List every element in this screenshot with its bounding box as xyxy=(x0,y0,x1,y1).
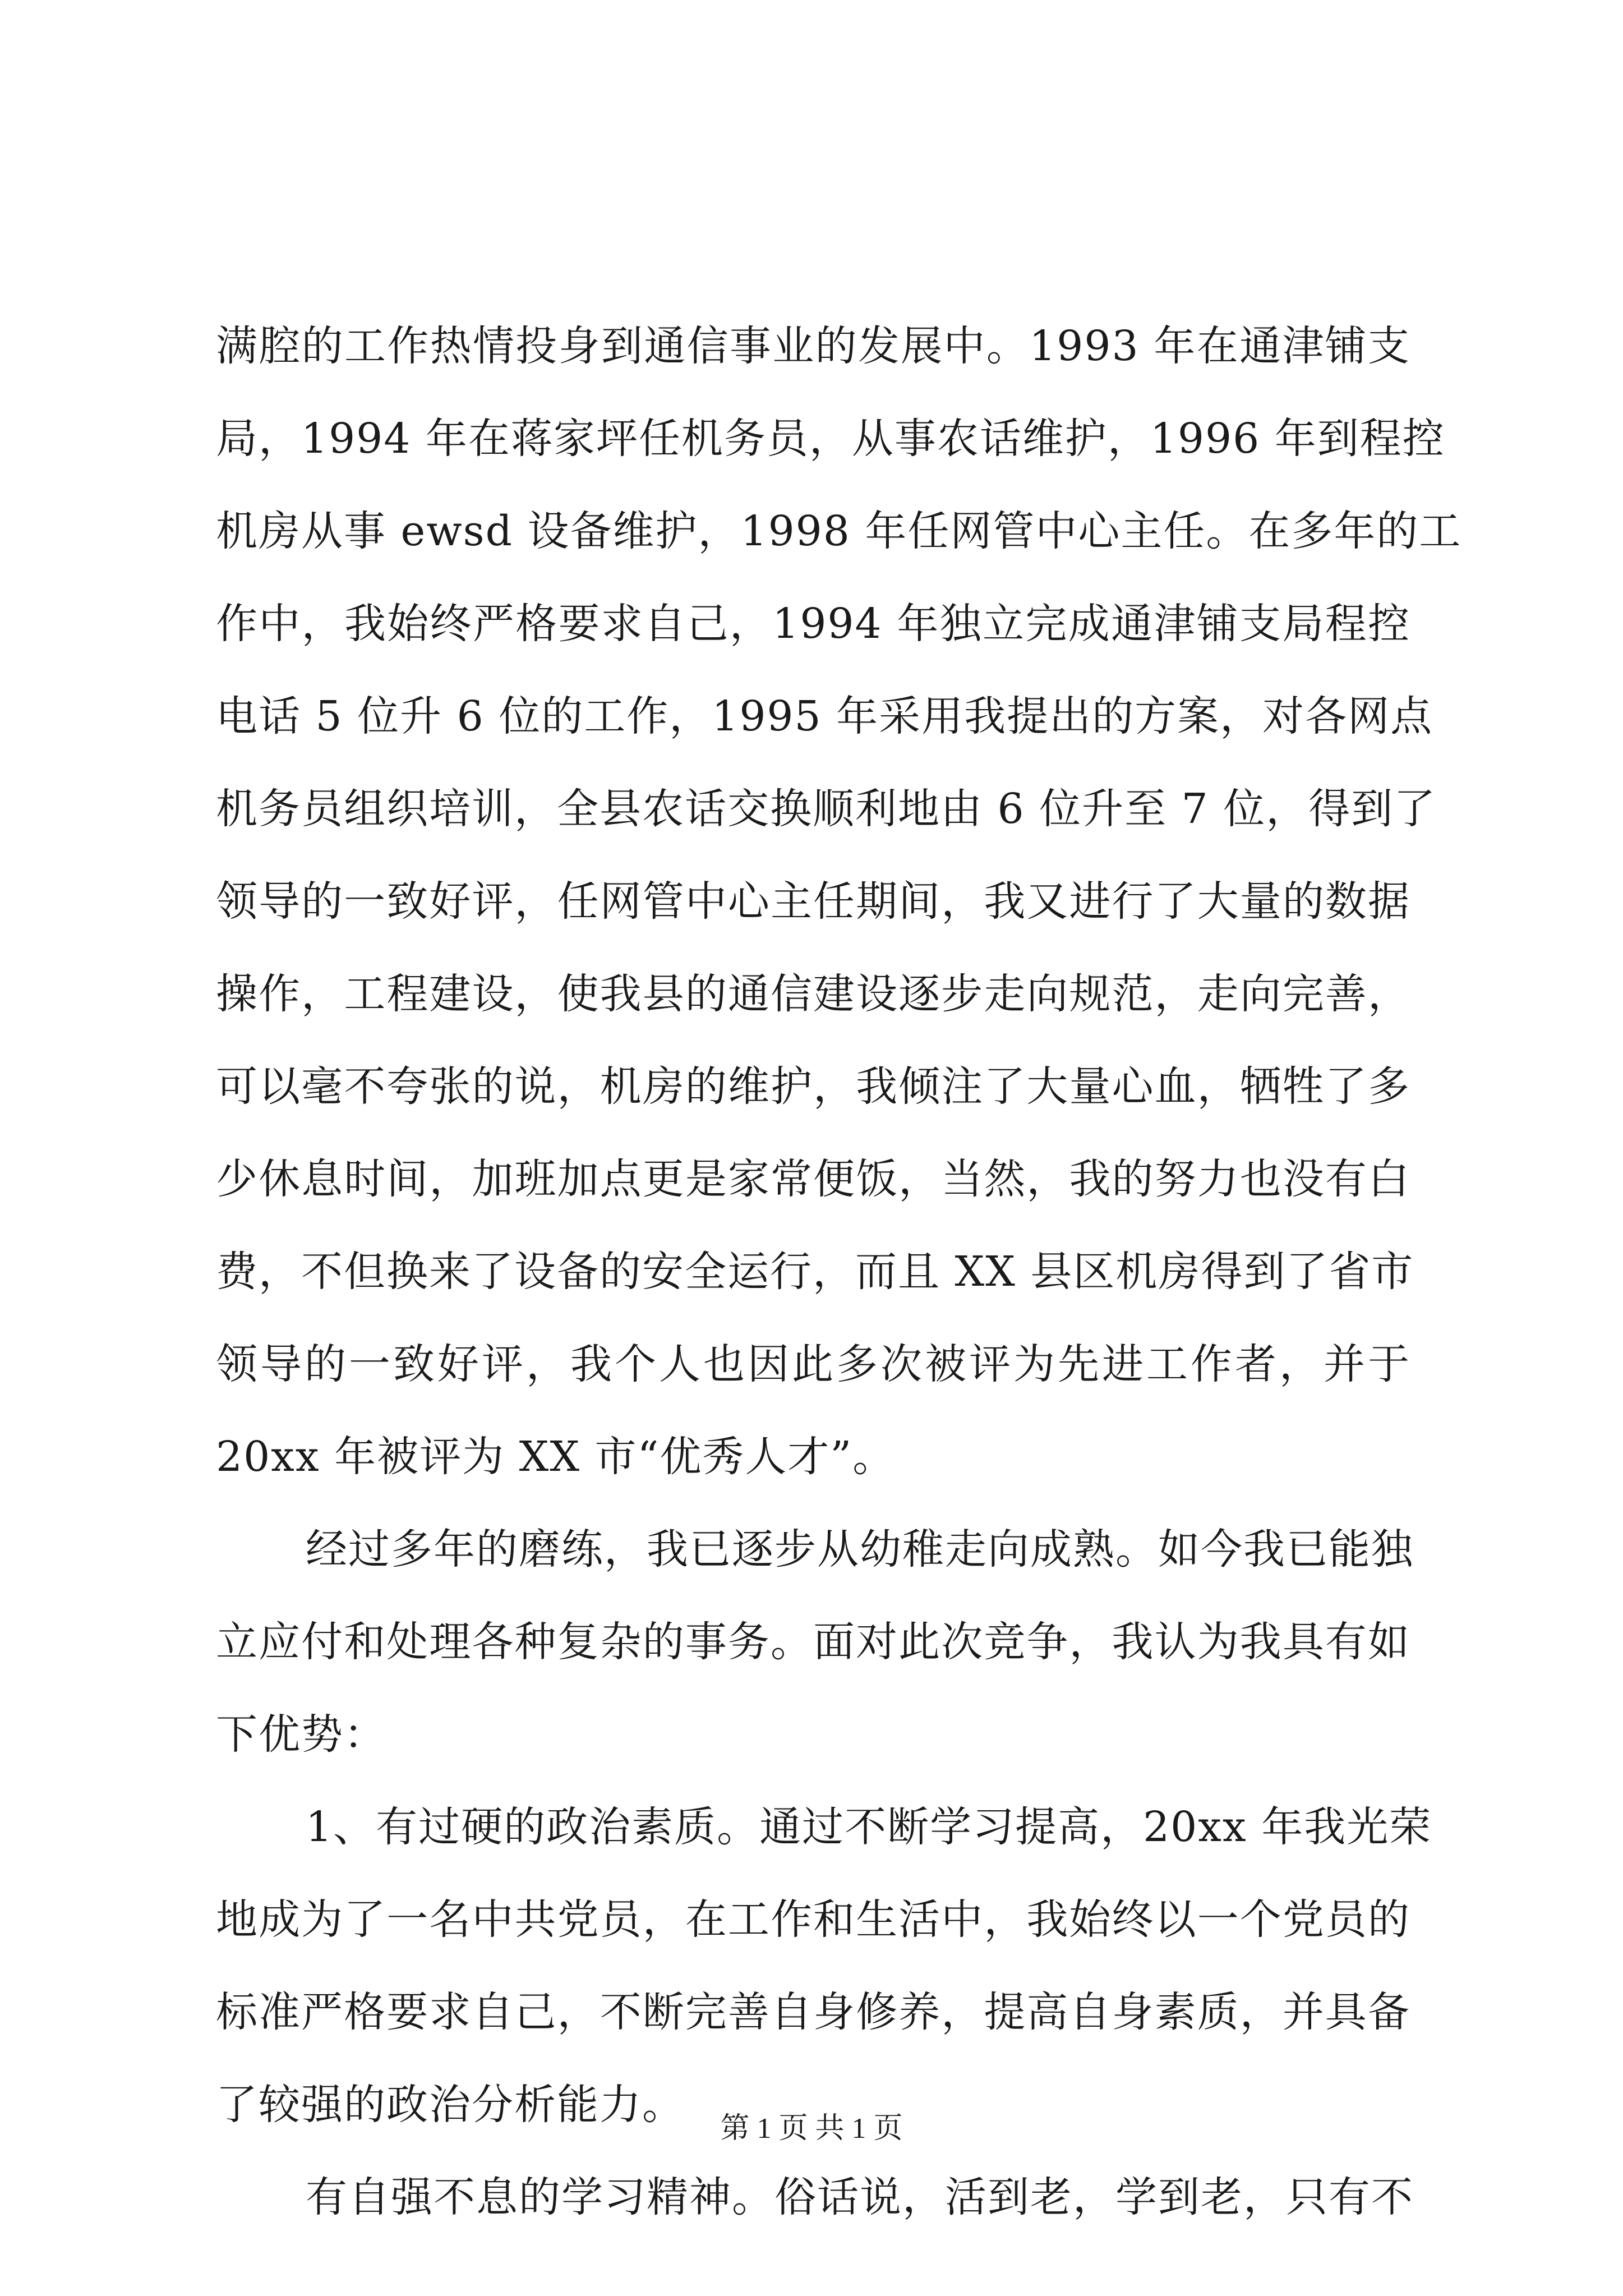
paragraph-3 xyxy=(216,1781,1432,2151)
text-line: 了较强的政治分析能力。 xyxy=(216,2081,685,2129)
paragraph-1 xyxy=(216,300,1462,1503)
text-line: 操作，工程建设，使我县的通信建设逐步走向规范，走向完善， xyxy=(216,970,1410,1018)
text-line: 地成为了一名中共党员，在工作和生活中，我始终以一个党员的 xyxy=(216,1895,1410,1944)
text-line: 下优势： xyxy=(216,1710,386,1759)
text-line: 有自强不息的学习精神。俗话说，活到老，学到老，只有不 xyxy=(306,2173,1414,2221)
text-line: 20xx 年被评为 XX 市“优秀人才”。 xyxy=(216,1433,896,1481)
document-body xyxy=(216,300,1462,2244)
text-line: 标准严格要求自己，不断完善自身修养，提高自身素质，并具备 xyxy=(216,1988,1410,2036)
text-line: 1、有过硬的政治素质。通过不断学习提高，20xx 年我光荣 xyxy=(306,1803,1432,1851)
text-line: 电话 5 位升 6 位的工作，1995 年采用我提出的方案，对各网点 xyxy=(216,692,1433,740)
text-line: 领导的一致好评，任网管中心主任期间，我又进行了大量的数据 xyxy=(216,877,1410,926)
text-line: 满腔的工作热情投身到通信事业的发展中。1993 年在通津铺支 xyxy=(216,322,1410,370)
paragraph-4 xyxy=(216,2151,1414,2244)
text-line: 少休息时间，加班加点更是家常便饭，当然，我的努力也没有白 xyxy=(216,1155,1410,1203)
text-line: 立应付和处理各种复杂的事务。面对此次竞争，我认为我具有如 xyxy=(216,1618,1410,1666)
text-line: 经过多年的磨练，我已逐步从幼稚走向成熟。如今我已能独 xyxy=(306,1525,1414,1573)
text-line: 机务员组织培训，全县农话交换顺利地由 6 位升至 7 位，得到了 xyxy=(216,785,1437,833)
text-line: 可以毫不夸张的说，机房的维护，我倾注了大量心血，牺牲了多 xyxy=(216,1062,1410,1111)
text-line: 费，不但换来了设备的安全运行，而且 XX 县区机房得到了省市 xyxy=(216,1248,1414,1296)
page-footer xyxy=(0,2109,1623,2148)
text-line: 机房从事 ewsd 设备维护，1998 年任网管中心主任。在多年的工 xyxy=(216,507,1462,555)
text-line: 局，1994 年在蒋家坪任机务员，从事农话维护，1996 年到程控 xyxy=(216,415,1445,463)
page-number-label: 第 1 页 共 1 页 xyxy=(720,2113,903,2145)
text-line: 领导的一致好评，我个人也因此多次被评为先进工作者，并于 xyxy=(216,1340,1410,1388)
text-line: 作中，我始终严格要求自己，1994 年独立完成通津铺支局程控 xyxy=(216,600,1410,648)
paragraph-2 xyxy=(216,1503,1414,1781)
